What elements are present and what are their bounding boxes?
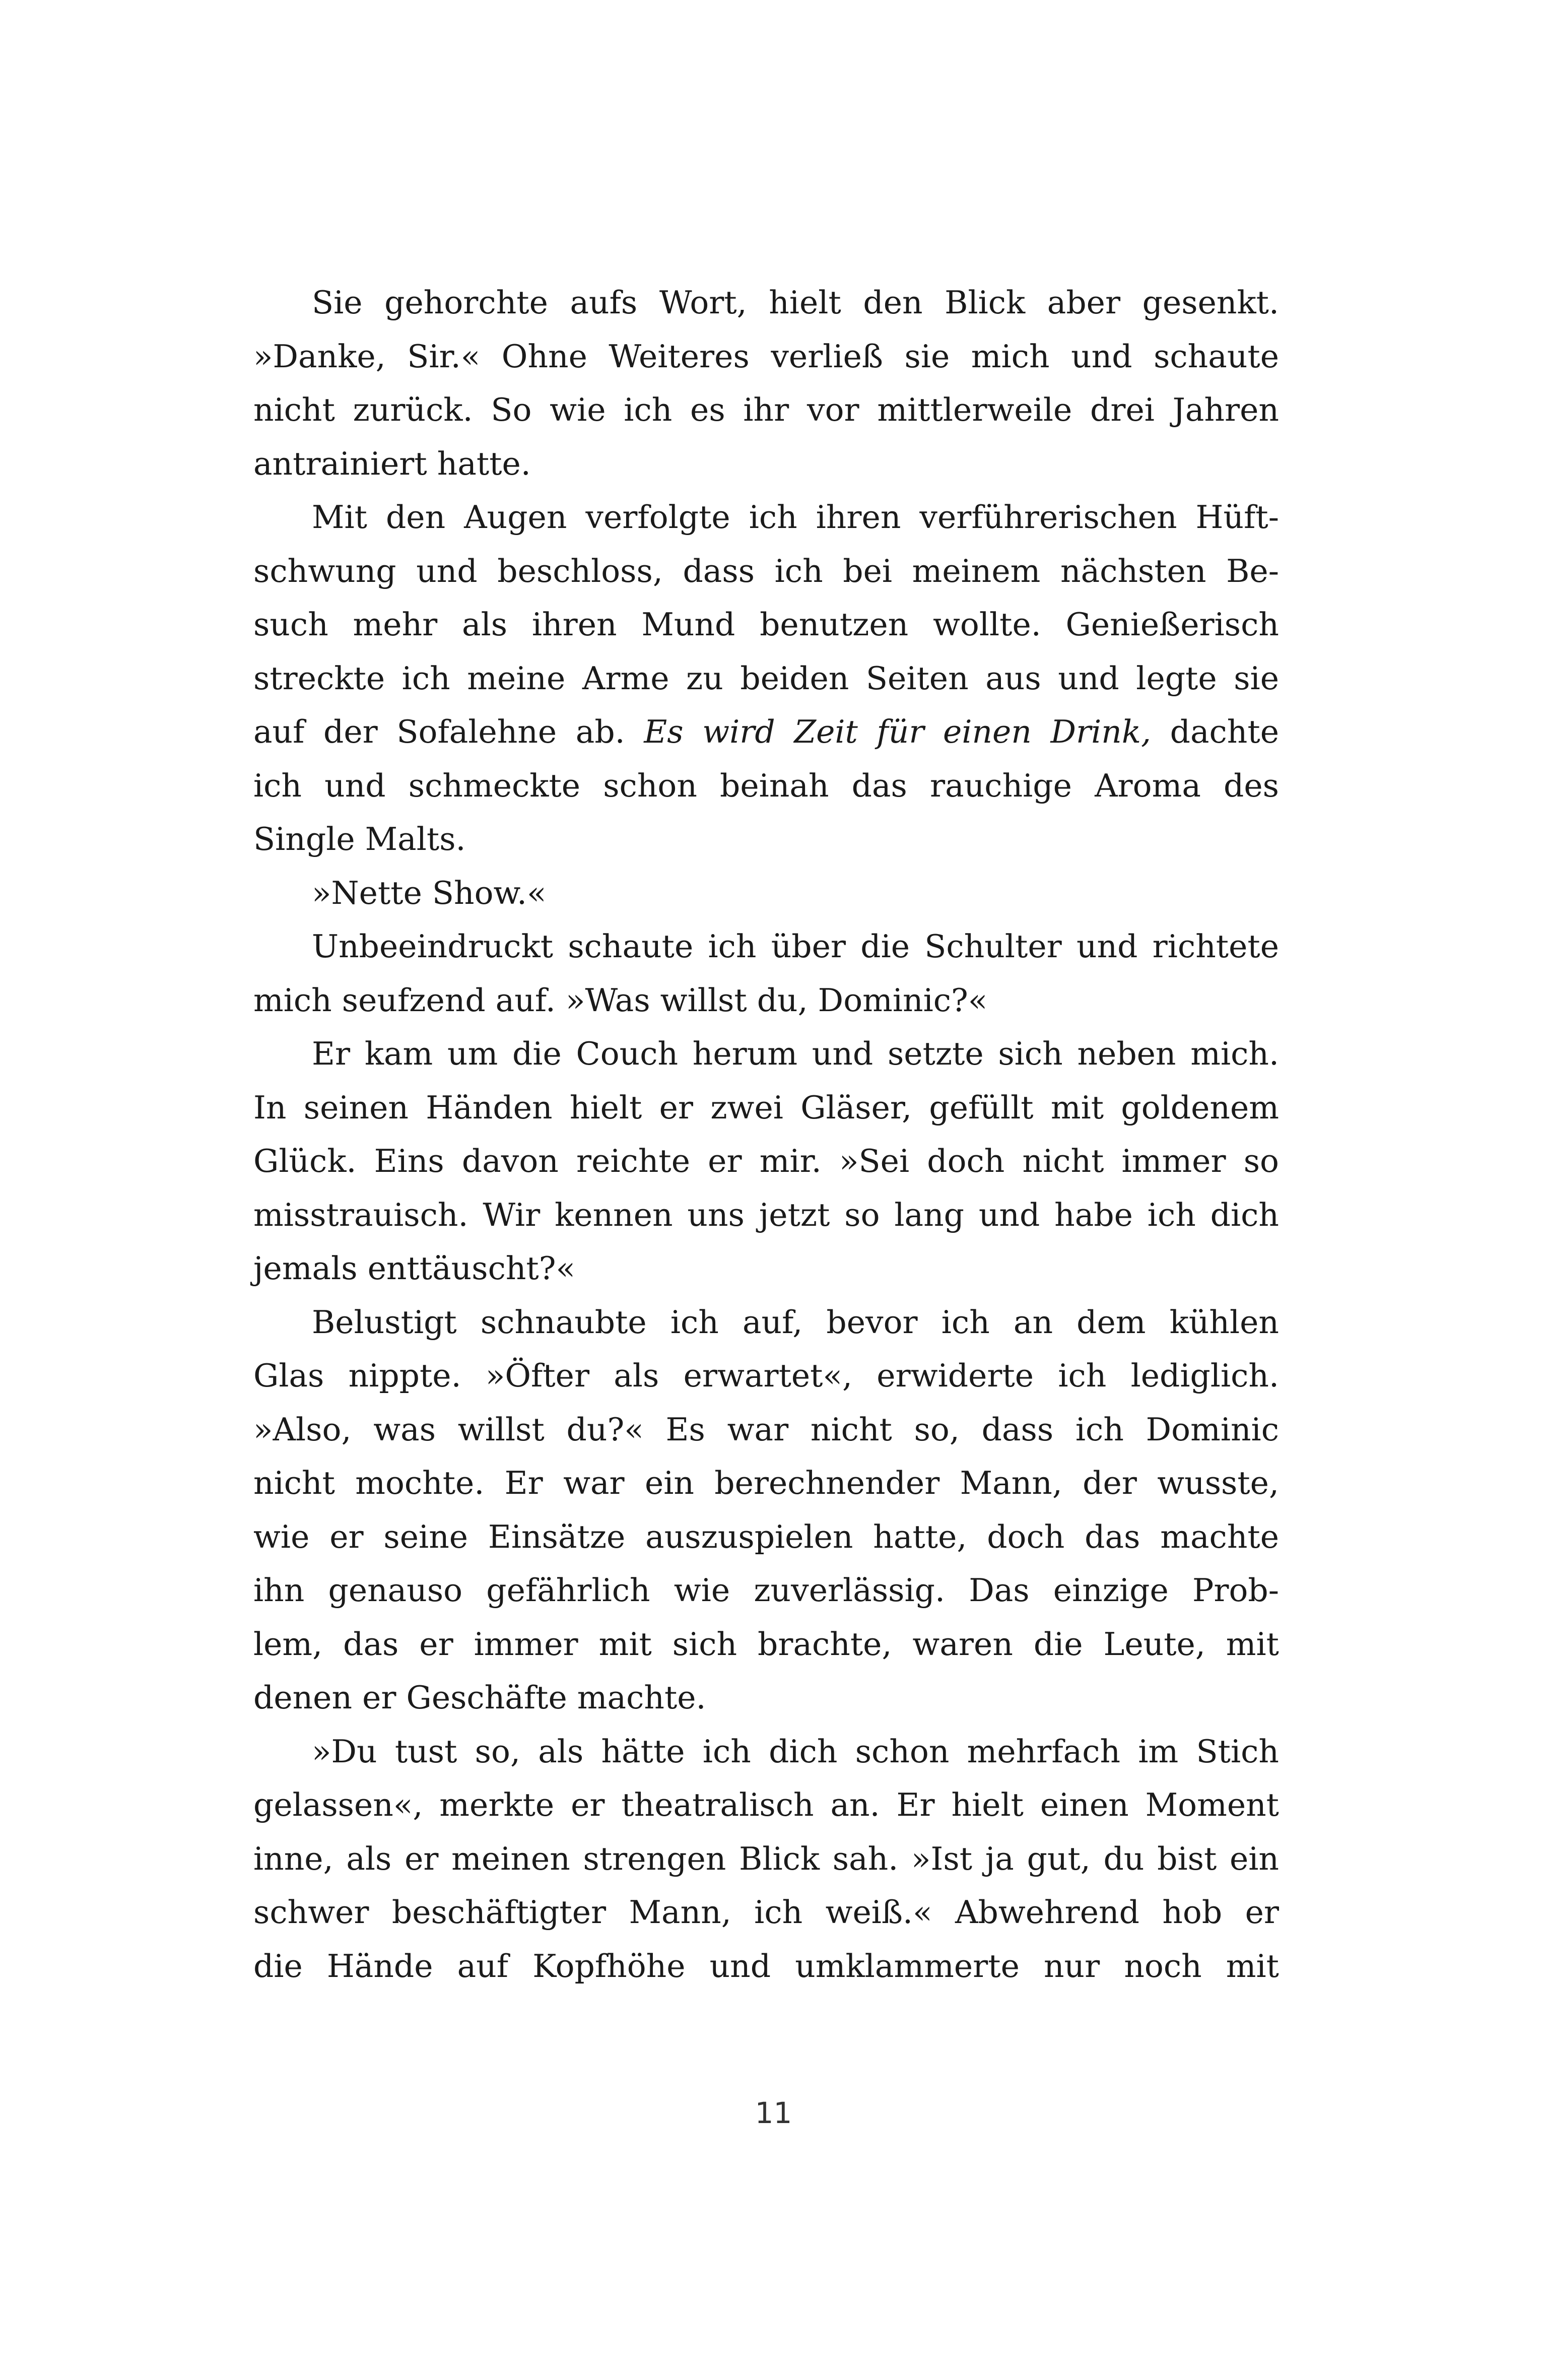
text-segment: dachte [1151, 713, 1279, 750]
text-line: die Hände auf Kopfhöhe und umklammerte nur noch mit [253, 1947, 1279, 1985]
body-text [253, 276, 1279, 1993]
text-line: schwer beschäftigter Mann, ich weiß.« Abwehrend hob er [253, 1894, 1279, 1931]
text-line: Belustigt schnaubte ich auf, bevor ich an dem kühlen [312, 1303, 1279, 1341]
page-number: 11 [755, 2096, 792, 2130]
text-line: inne, als er meinen strengen Blick sah. »Ist ja gut, du bist ein [253, 1840, 1279, 1877]
italic-thought: Es wird Zeit für einen Drink, [644, 713, 1152, 750]
text-line: streckte ich meine Arme zu beiden Seiten aus und legte sie [253, 659, 1279, 697]
text-line: »Du tust so, als hätte ich dich schon mehrfach im Stich [312, 1733, 1279, 1770]
text-line: wie er seine Einsätze auszuspielen hatte, doch das machte [253, 1518, 1279, 1555]
text-line: lem, das er immer mit sich brachte, waren die Leute, mit [253, 1625, 1279, 1663]
text-line: nicht zurück. So wie ich es ihr vor mittlerweile drei Jahren [253, 391, 1279, 428]
text-line: Glas nippte. »Öfter als erwartet«, erwiderte ich lediglich. [253, 1357, 1279, 1394]
text-line: mich seufzend auf. »Was willst du, Dominic?« [253, 981, 988, 1019]
text-line: Glück. Eins davon reichte er mir. »Sei doch nicht immer so [253, 1143, 1279, 1179]
text-line: gelassen«, merkte er theatralisch an. Er hielt einen Moment [253, 1787, 1279, 1823]
text-line: »Nette Show.« [312, 874, 547, 911]
text-line: Er kam um die Couch herum und setzte sich neben mich. [312, 1035, 1279, 1072]
text-line: »Also, was willst du?« Es war nicht so, dass ich Dominic [253, 1411, 1279, 1448]
text-line: ich und schmeckte schon beinah das rauchige Aroma des [253, 767, 1279, 804]
text-line: »Danke, Sir.« Ohne Weiteres verließ sie mich und schaute [253, 338, 1279, 375]
text-line: Mit den Augen verfolgte ich ihren verführerischen Hüft- [312, 499, 1279, 536]
text-line: ihn genauso gefährlich wie zuverlässig. Das einzige Prob- [253, 1572, 1279, 1609]
text-line: jemals enttäuscht?« [253, 1250, 576, 1287]
text-line: Sie gehorchte aufs Wort, hielt den Blick aber gesenkt. [312, 284, 1279, 321]
text-line: denen er Geschäfte machte. [253, 1679, 706, 1716]
text-line: misstrauisch. Wir kennen uns jetzt so lang und habe ich dich [253, 1196, 1279, 1233]
text-line: Unbeeindruckt schaute ich über die Schulter und richtete [312, 928, 1279, 965]
text-line [253, 705, 1279, 759]
text-line: such mehr als ihren Mund benutzen wollte. Genießerisch [253, 606, 1279, 643]
text-segment: auf der Sofalehne ab. [253, 713, 644, 750]
text-line: Single Malts. [253, 821, 466, 857]
text-line: antrainiert hatte. [253, 445, 531, 482]
text-line: In seinen Händen hielt er zwei Gläser, gefüllt mit goldenem [253, 1089, 1279, 1126]
text-line: nicht mochte. Er war ein berechnender Mann, der wusste, [253, 1465, 1279, 1501]
text-line: schwung und beschloss, dass ich bei meinem nächsten Be- [253, 552, 1279, 589]
